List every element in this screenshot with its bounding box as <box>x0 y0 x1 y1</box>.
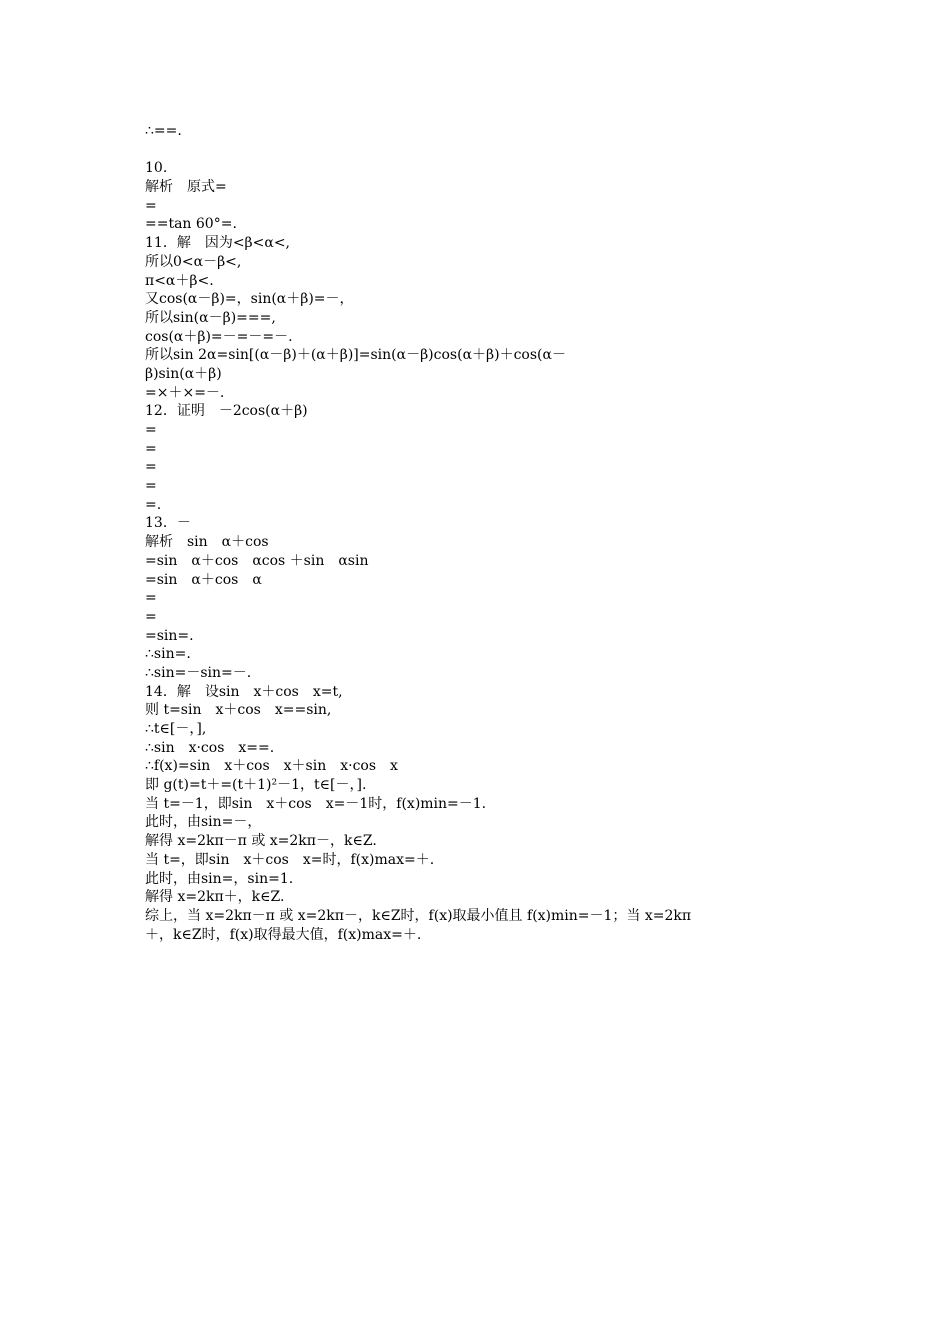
text-line: =sin=. <box>145 627 194 644</box>
text-line: 所以sin 2α=sin[(α－β)＋(α＋β)]=sin(α－β)cos(α＋β)＋cos(α－ <box>145 347 566 364</box>
text-line: ∴sin=－sin=－. <box>145 664 252 681</box>
text-line: = <box>145 459 157 476</box>
text-line: 解析 原式= <box>145 179 227 196</box>
text-line: 当 t=－1，即sin x＋cos x=－1时，f(x)min=－1. <box>145 795 487 812</box>
text-line: 此时，由sin=－， <box>145 814 262 831</box>
text-line: 10. <box>145 160 168 177</box>
text-line: ∴sin x·cos x==. <box>145 739 275 756</box>
text-line: 所以0<α－β<, <box>145 253 242 270</box>
text-line: 14．解 设sin x＋cos x=t, <box>145 683 343 700</box>
text-line: 又cos(α－β)=，sin(α＋β)=－， <box>145 291 354 308</box>
text-line: 12．证明 －2cos(α＋β) <box>145 403 308 420</box>
text-line: = <box>145 608 157 625</box>
text-line: 解析 sin α＋cos <box>145 534 269 551</box>
text-line: 13．－ <box>145 515 191 532</box>
text-line: 此时，由sin=，sin=1. <box>145 870 294 887</box>
text-line: 当 t=，即sin x＋cos x=时，f(x)max=＋. <box>145 851 435 868</box>
text-line: = <box>145 422 157 438</box>
text-line: 则 t=sin x＋cos x==sin, <box>145 702 332 719</box>
text-line: ＋，k∈Z时，f(x)取得最大值，f(x)max=＋. <box>145 926 422 943</box>
solution-text <box>145 122 805 944</box>
text-line: 11．解 因为<β<α<, <box>145 235 291 252</box>
text-line: = <box>145 440 157 457</box>
text-line: ∴f(x)=sin x＋cos x＋sin x·cos x <box>145 758 398 775</box>
text-line: =×＋×=－. <box>145 384 225 401</box>
text-line: ==tan 60°=. <box>145 216 237 233</box>
text-line: ∴t∈[－，], <box>145 721 207 737</box>
text-line: 即 g(t)=t＋=(t＋1)²－1，t∈[－，]. <box>145 777 367 794</box>
text-line: 解得 x=2kπ＋，k∈Z. <box>145 889 285 906</box>
text-line: cos(α＋β)=－=－=－. <box>145 328 293 345</box>
text-line: ∴sin=. <box>145 646 191 663</box>
text-line: 综上，当 x=2kπ－π 或 x=2kπ－，k∈Z时，f(x)取最小值且 f(x)min=－1；当 x=2kπ <box>145 907 692 924</box>
text-line: =sin α＋cos αcos ＋sin αsin <box>145 552 369 569</box>
text-line: =. <box>145 496 162 513</box>
text-line: =sin α＋cos α <box>145 571 262 588</box>
text-line: 解得 x=2kπ－π 或 x=2kπ－，k∈Z. <box>145 833 377 850</box>
text-line: = <box>145 590 157 607</box>
blank-line <box>145 141 805 160</box>
text-line: π<α＋β<. <box>145 272 214 289</box>
text-line: = <box>145 197 157 214</box>
text-line: = <box>145 478 157 495</box>
text-line: ∴==. <box>145 123 182 139</box>
text-line: 所以sin(α－β)===, <box>145 309 276 326</box>
text-line: β)sin(α＋β) <box>145 365 222 382</box>
